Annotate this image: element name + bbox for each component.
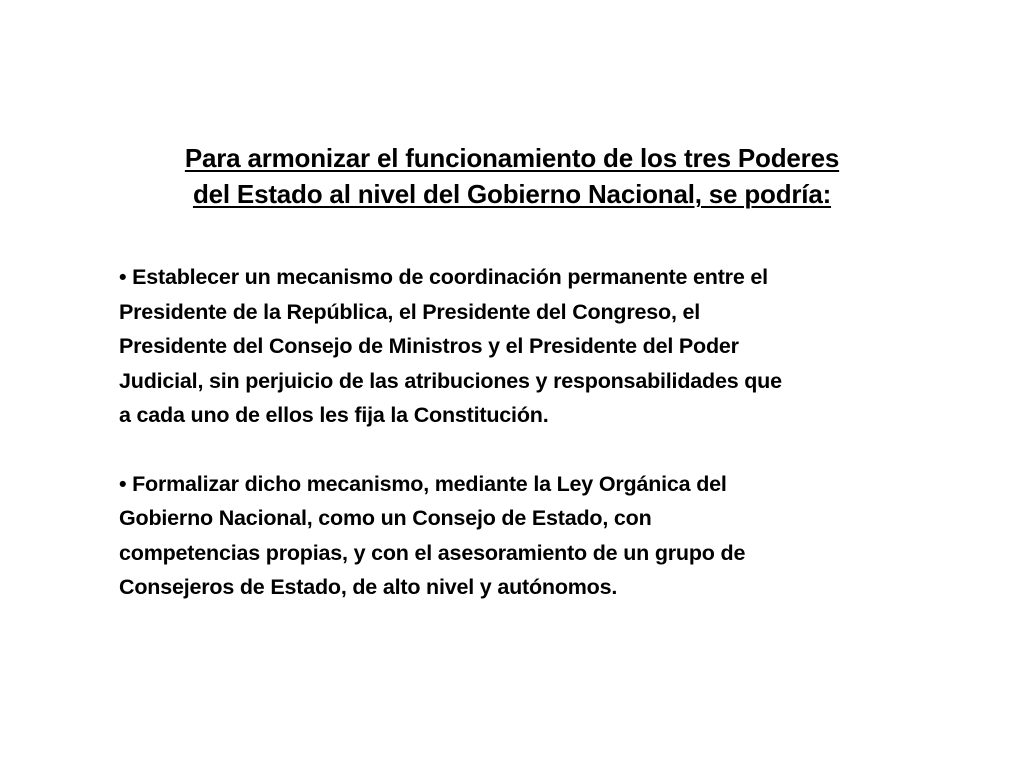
bullet-list — [119, 260, 909, 639]
title-line: Para armonizar el funcionamiento de los tres Poderes — [184, 143, 840, 173]
bullet-line: Presidente de la República, el Presidente del Congreso, el — [119, 299, 701, 324]
bullet-line: a cada uno de ellos les fija la Constitución. — [119, 403, 549, 427]
bullet-line: Consejeros de Estado, de alto nivel y autónomos. — [119, 575, 618, 599]
bullet-line: competencias propias, y con el asesoramiento de un grupo de — [119, 540, 746, 565]
bullet-line: Gobierno Nacional, como un Consejo de Estado, con — [119, 506, 652, 530]
title-line: del Estado al nivel del Gobierno Nacional, se podría: — [192, 179, 832, 209]
bullet-line: Presidente del Consejo de Ministros y el Presidente del Poder — [119, 334, 739, 358]
bullet-line: • Formalizar dicho mecanismo, mediante la Ley Orgánica del — [119, 471, 727, 496]
bullet-line: • Establecer un mecanismo de coordinación permanente entre el — [119, 265, 768, 289]
slide-title — [100, 140, 924, 212]
bullet-item-coordination — [119, 260, 909, 433]
bullet-item-formalize — [119, 467, 909, 605]
bullet-line: Judicial, sin perjuicio de las atribuciones y responsabilidades que — [119, 368, 782, 393]
